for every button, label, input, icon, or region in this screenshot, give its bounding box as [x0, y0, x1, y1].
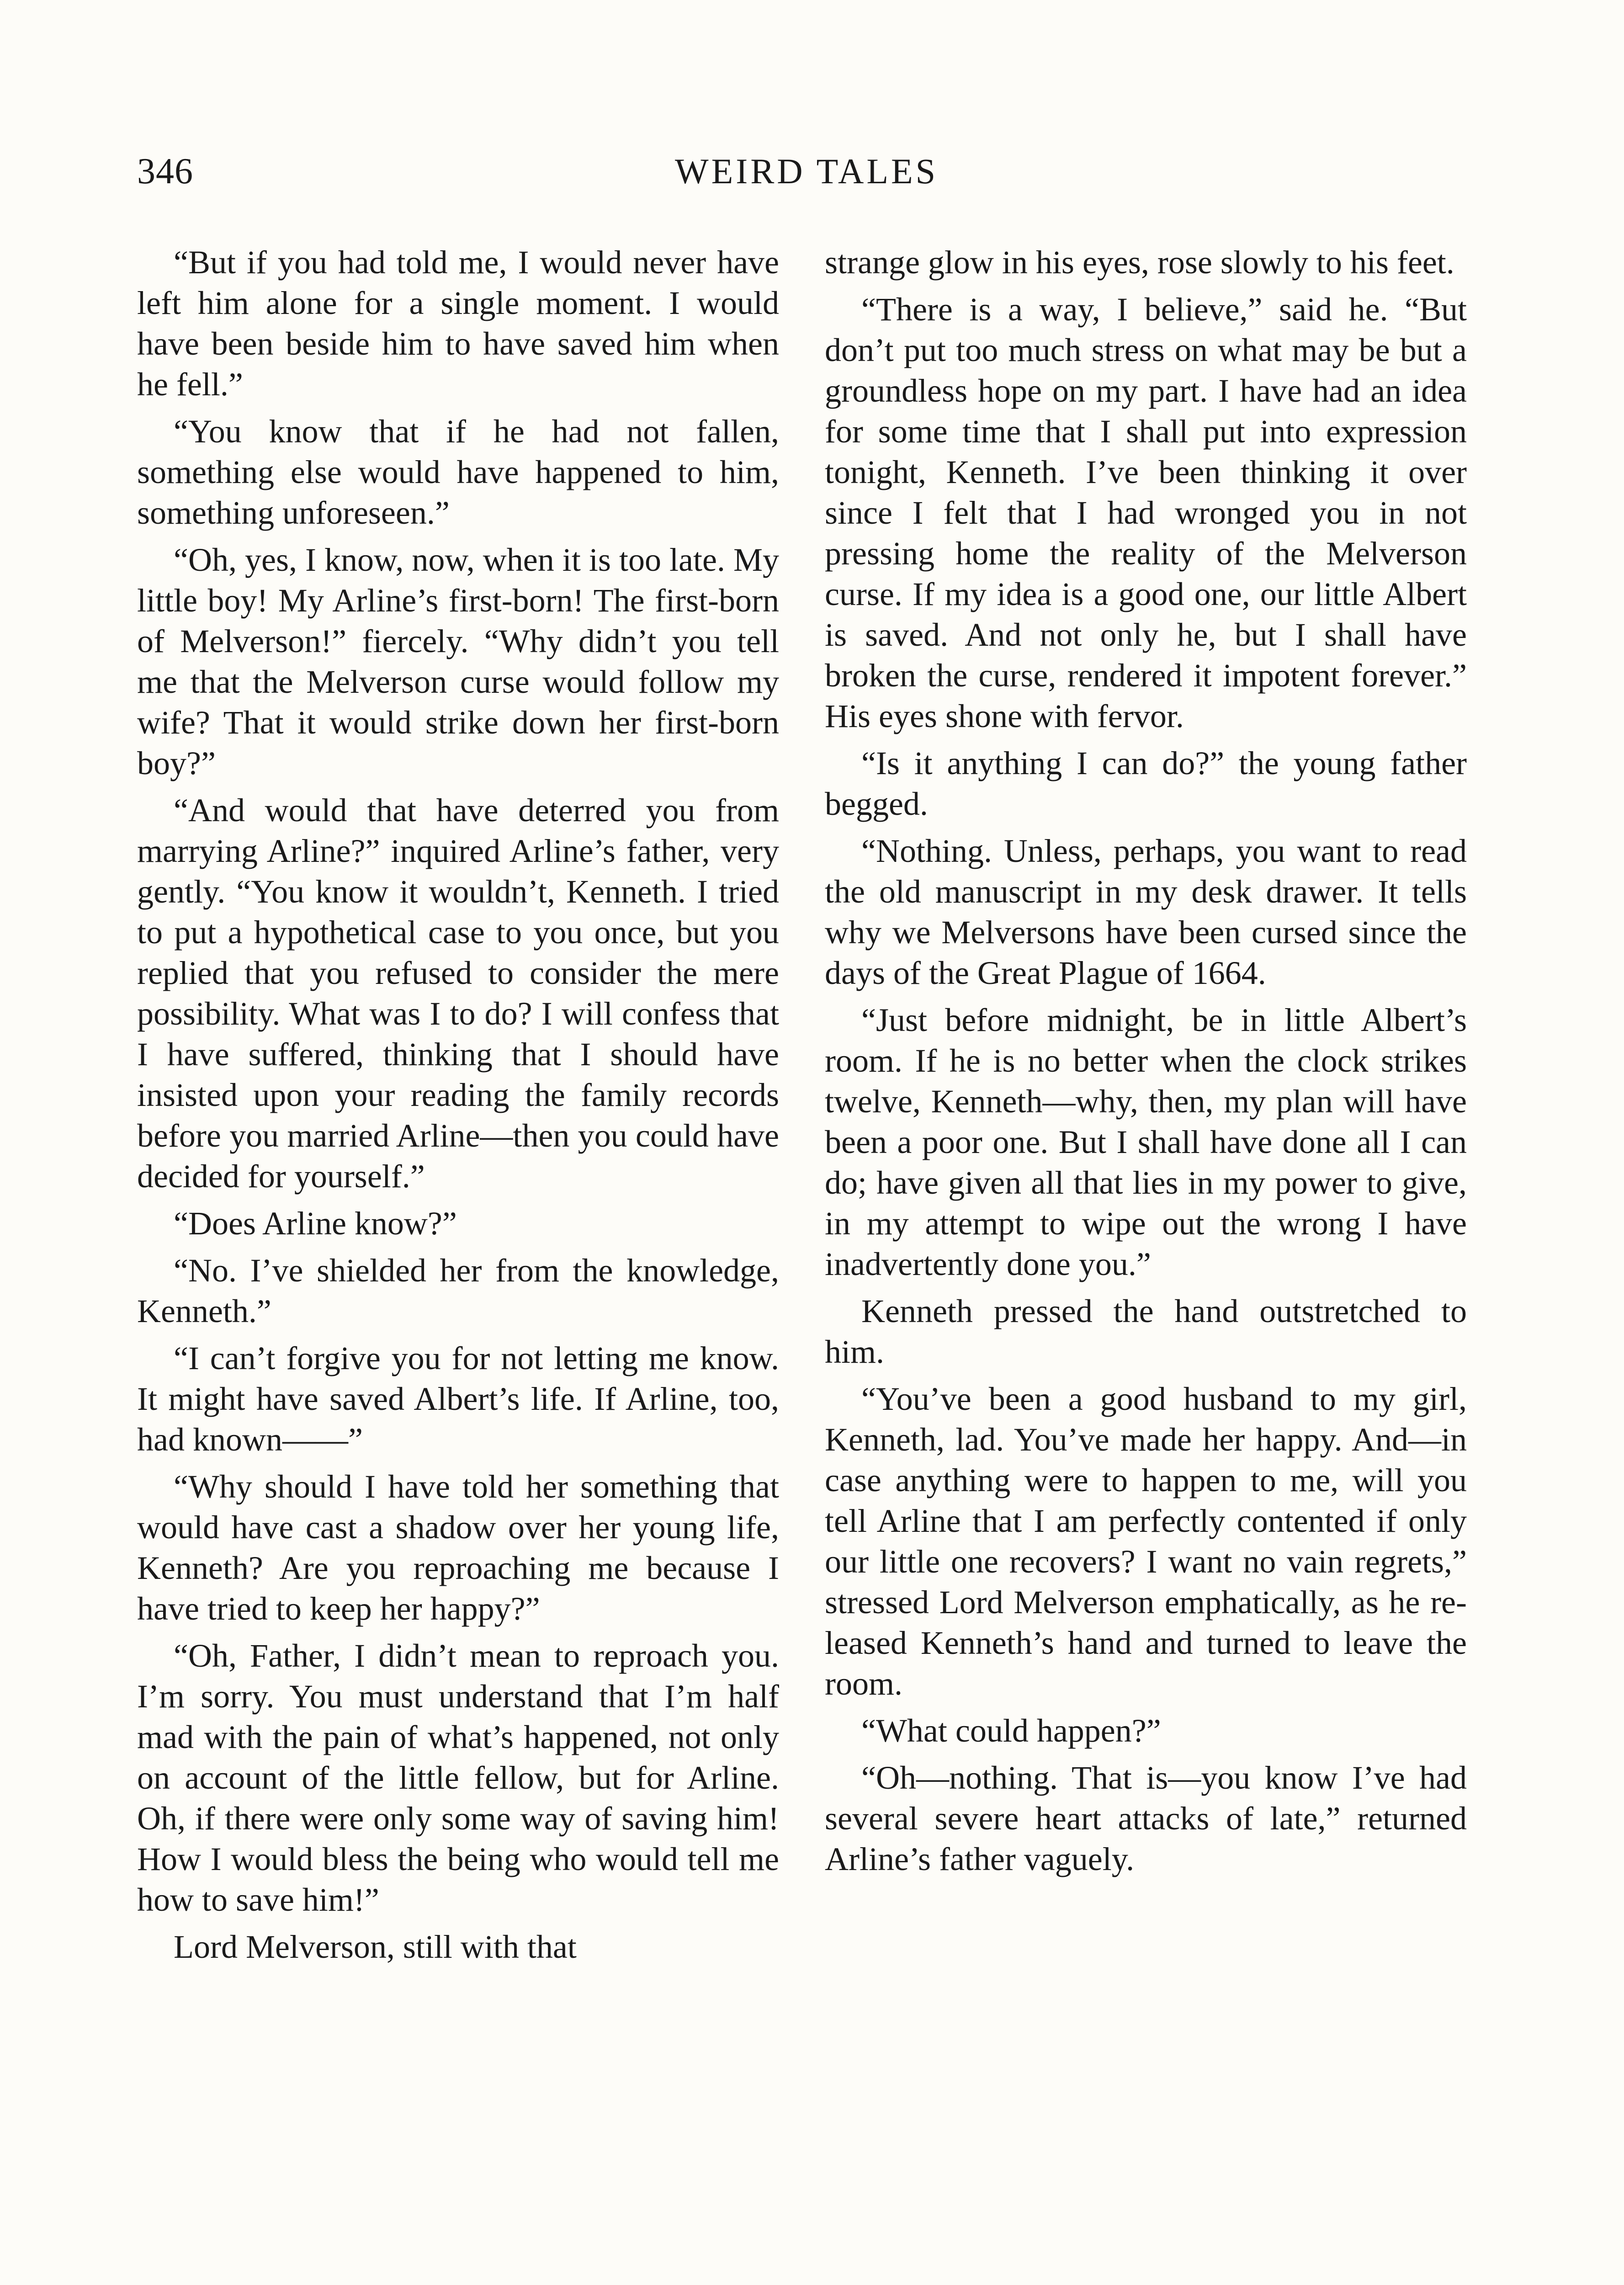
right-column: [825, 242, 1467, 1886]
paragraph: “You know that if he had not fallen, something else would have happened to him, something unforeseen.”: [137, 413, 779, 531]
running-title: WEIRD TALES: [674, 151, 939, 191]
paragraph: “Is it anything I can do?” the young father begged.: [825, 745, 1467, 822]
paragraph: “You’ve been a good husband to my girl, Kenneth, lad. You’ve made her happy. And—in case anything were to happen to me, will you tell Arline that I am perfectly contented if only our little one recovers? I want no vain regrets,” stressed Lord Melverson emphatically, as he released Kenneth’s hand and turned to leave the room.: [825, 1381, 1467, 1702]
paragraph: “Oh, Father, I didn’t mean to reproach you. I’m sorry. You must understand that I’m half mad with the pain of what’s happened, not only on account of the little fellow, but for Arline. Oh, if there were only some way of saving him! How I would bless the being who would tell me how to save him!”: [137, 1637, 779, 1918]
paragraph: Lord Melverson, still with that: [174, 1929, 577, 1965]
paragraph: “But if you had told me, I would never have left him alone for a single moment. I would have been beside him to have saved him when he fell.”: [137, 244, 779, 403]
paragraph: “And would that have deterred you from marrying Arline?” inquired Arline’s father, very gently. “You know it wouldn’t, Kenneth. I tried to put a hypothetical case to you once, but you replied that you refused to consider the mere possibility. What was I to do? I will confess that I have suffered, thinking that I should have insisted upon your reading the family records before you married Arline—then you could have decided for yourself.”: [137, 792, 779, 1195]
paragraph: “No. I’ve shielded her from the knowledge, Kenneth.”: [137, 1252, 779, 1329]
page-number: 346: [137, 151, 193, 191]
paragraph: “What could happen?”: [861, 1712, 1161, 1749]
left-column: [137, 242, 779, 1974]
paragraph-continued: strange glow in his eyes, rose slowly to his feet.: [825, 244, 1454, 281]
paragraph: “There is a way, I believe,” said he. “But don’t put too much stress on what may be but a groundless hope on my part. I have had an idea for some time that I shall put into expression tonight, Kenneth. I’ve been thinking it over since I felt that I had wronged you in not pressing home the reality of the Melverson curse. If my idea is a good one, our little Albert is saved. And not only he, but I shall have broken the curse, rendered it impotent forever.” His eyes shone with fervor.: [825, 291, 1467, 734]
paragraph: “Oh—nothing. That is—you know I’ve had several severe heart attacks of late,” returned Arline’s father vaguely.: [825, 1759, 1467, 1877]
paragraph: “I can’t forgive you for not letting me know. It might have saved Albert’s life. If Arline, too, had known——”: [137, 1340, 779, 1458]
paragraph: “Nothing. Unless, perhaps, you want to read the old manuscript in my desk drawer. It tells why we Melversons have been cursed since the days of the Great Plague of 1664.: [825, 833, 1467, 991]
paragraph: “Just before midnight, be in little Albert’s room. If he is no better when the clock strikes twelve, Kenneth—why, then, my plan will have been a poor one. But I shall have done all I can do; have given all that lies in my power to give, in my attempt to wipe out the wrong I have inadvertently done you.”: [825, 1002, 1467, 1282]
paragraph: “Oh, yes, I know, now, when it is too late. My little boy! My Arline’s first-born! The first-born of Melverson!” fiercely. “Why didn’t you tell me that the Melverson curse would follow my wife? That it would strike down her first-born boy?”: [137, 542, 779, 781]
running-head: [137, 151, 1476, 201]
paragraph: “Does Arline know?”: [174, 1205, 457, 1242]
paragraph: Kenneth pressed the hand outstretched to him.: [825, 1293, 1467, 1370]
paragraph: “Why should I have told her something that would have cast a shadow over her young life, Kenneth? Are you reproaching me because I have tried to keep her happy?”: [137, 1468, 779, 1627]
